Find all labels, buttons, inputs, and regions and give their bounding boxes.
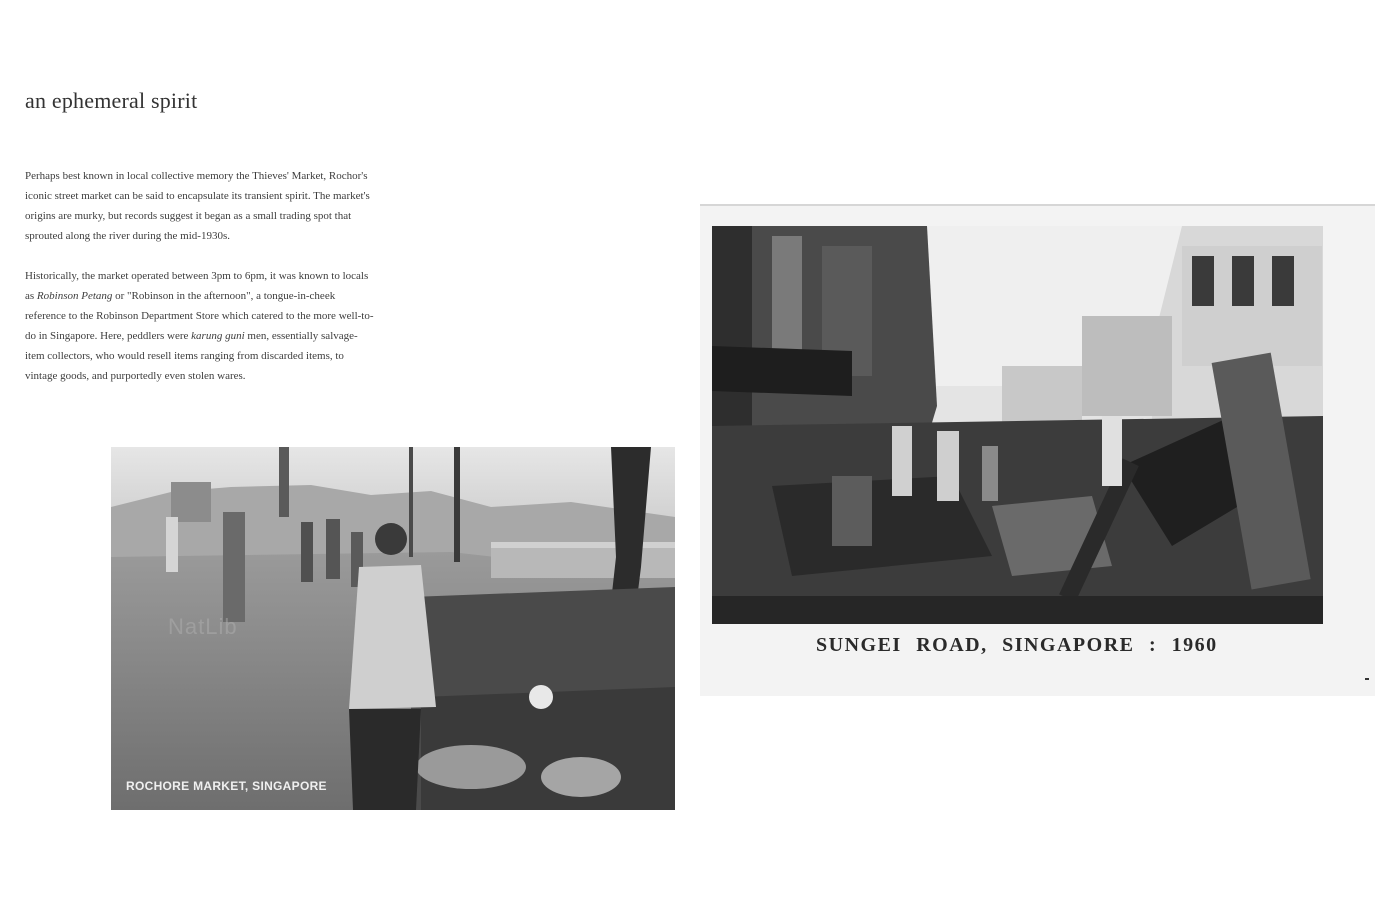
rochore-photo-watermark: NatLib (168, 614, 238, 639)
page-title: an ephemeral spirit (25, 88, 198, 113)
rochore-photo-caption: ROCHORE MARKET, SINGAPORE (126, 779, 327, 793)
sungei-road-photo (700, 204, 1375, 696)
paragraph-intro: Perhaps best known in local collective memory the Thieves' Market, Rochor's iconic street market can be said to encapsulate its transient spirit. The market's origins are murky, but records suggest it began as a small trading spot that sprouted along the river during the mid-1930s. (25, 170, 370, 242)
italic-karung-guni: karung guni (191, 330, 245, 342)
paragraph-history (25, 266, 377, 386)
sungei-road-photo-art (700, 206, 1375, 696)
paragraph-history-text-1: Historically, the market operated between 3pm to 6pm, it was known to locals as (25, 270, 369, 302)
paragraph-history-text-3: men, essentially salvage-item collectors, who would resell items ranging from discarded items, to vintage goods, and purportedly even stolen wares. (25, 330, 358, 382)
sungei-photo-caption: SUNGEI ROAD, SINGAPORE : 1960 (816, 634, 1218, 656)
italic-robinson-petang: Robinson Petang (36, 290, 113, 302)
paragraph-history-text-2: or "Robinson in the afternoon", a tongue-in-cheek reference to the Robinson Department Store which catered to the more well-to-do in Singapore. Here, peddlers were (25, 290, 374, 342)
